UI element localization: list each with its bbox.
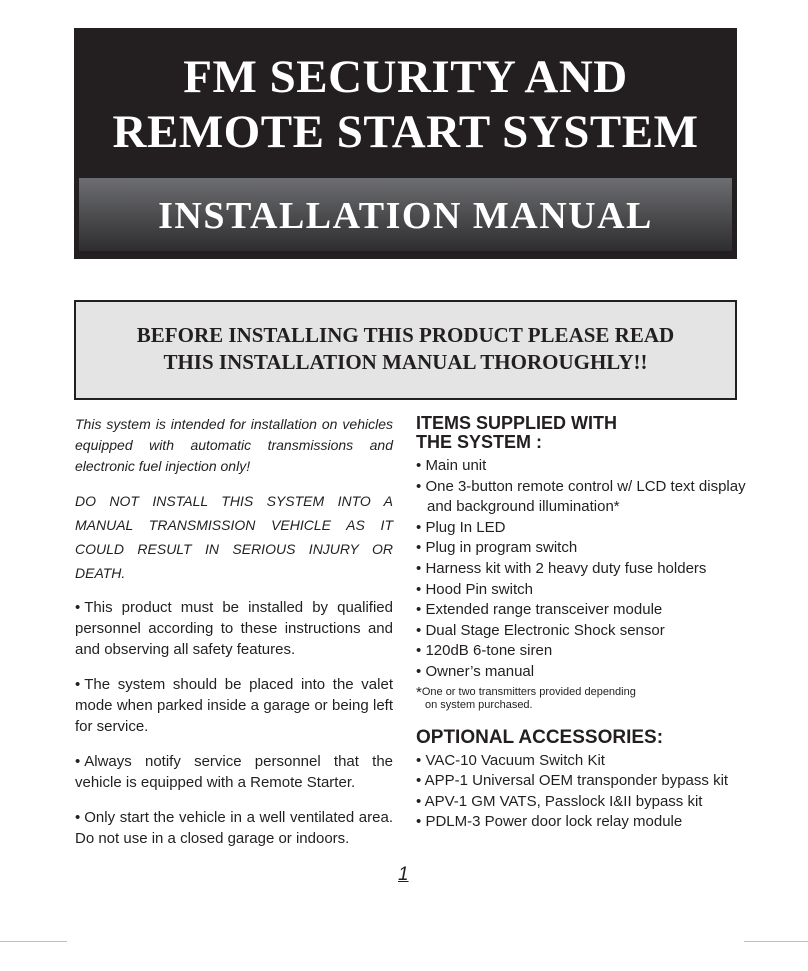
items-supplied-list <box>416 456 746 683</box>
right-column <box>416 414 746 833</box>
page-number: 1 <box>398 864 409 885</box>
list-item <box>416 600 746 621</box>
safety-bullet-text: This product must be installed by qualified personnel according to these instructions and and observing all safety features. <box>75 599 393 658</box>
item-text: APV-1 GM VATS, Passlock I&II bypass kit <box>424 792 703 810</box>
safety-bullet-text: Only start the vehicle in a well ventilated area. Do not use in a closed garage or indoors. <box>75 809 393 847</box>
intro-paragraph: This system is intended for installation on vehicles equipped with automatic transmissions and electronic fuel injection only! <box>75 416 393 474</box>
list-item <box>416 771 746 792</box>
optional-accessories-section <box>416 728 746 833</box>
bullet-dot: • <box>416 539 422 557</box>
document-subtitle: INSTALLATION MANUAL <box>158 195 653 237</box>
bullet-dot: • <box>75 599 81 616</box>
bullet-dot: • <box>75 809 81 826</box>
bullet-dot: • <box>416 642 422 660</box>
footnote <box>416 683 746 712</box>
notice-box <box>74 300 737 400</box>
title-block <box>74 28 737 259</box>
items-heading-line-1: ITEMS SUPPLIED WITH <box>416 413 618 433</box>
bullet-dot: • <box>75 753 81 770</box>
list-item <box>416 792 746 813</box>
item-text: Owner’s manual <box>425 662 535 680</box>
list-item <box>416 580 746 601</box>
items-supplied-heading <box>416 414 746 452</box>
safety-bullet-text: Always notify service personnel that the vehicle is equipped with a Remote Starter. <box>75 753 393 791</box>
bullet-dot: • <box>416 792 422 810</box>
item-text: Main unit <box>425 457 487 474</box>
items-heading-line-2: THE SYSTEM : <box>416 432 543 452</box>
list-item <box>416 538 746 559</box>
bullet-dot: • <box>416 457 422 474</box>
bullet-dot: • <box>416 621 422 639</box>
bullet-dot: • <box>416 518 422 536</box>
footnote-line-2: on system purchased. <box>425 698 533 711</box>
list-item <box>416 559 746 580</box>
title-line-1: FM SECURITY AND <box>183 51 628 103</box>
bullet-dot: • <box>416 559 422 577</box>
item-text: Extended range transceiver module <box>425 601 663 619</box>
footnote-line-1: One or two transmitters provided depending <box>421 685 636 698</box>
safety-bullet <box>75 751 393 793</box>
notice-text <box>76 322 735 376</box>
optional-accessories-list <box>416 751 746 833</box>
item-text: Plug in program switch <box>425 539 578 557</box>
safety-bullet <box>75 597 393 660</box>
item-text: 120dB 6-tone siren <box>425 642 553 660</box>
list-item <box>416 456 746 477</box>
list-item <box>416 621 746 642</box>
item-text: PDLM-3 Power door lock relay module <box>425 813 683 831</box>
item-text: VAC-10 Vacuum Switch Kit <box>425 751 605 769</box>
subtitle-bar <box>79 178 732 251</box>
item-text: Hood Pin switch <box>425 580 533 598</box>
bullet-dot: • <box>416 813 422 831</box>
left-column <box>75 414 393 863</box>
list-item <box>416 662 746 683</box>
list-item <box>416 751 746 772</box>
list-item <box>416 477 746 518</box>
item-text: Harness kit with 2 heavy duty fuse holders <box>425 559 707 577</box>
document-title <box>74 50 737 160</box>
bullet-dot: • <box>416 751 422 769</box>
footer-rule-right <box>744 941 808 942</box>
warning-paragraph: DO NOT INSTALL THIS SYSTEM INTO A MANUAL TRANSMISSION VEHICLE AS IT COULD RESULT IN SERIOUS INJURY OR DEATH. <box>75 493 393 581</box>
item-text: Dual Stage Electronic Shock sensor <box>425 621 665 639</box>
list-item <box>416 518 746 539</box>
safety-bullet-text: The system should be placed into the valet mode when parked inside a garage or being left for service. <box>75 676 393 735</box>
footer-rule-left <box>0 941 67 942</box>
item-text: One 3-button remote control w/ LCD text display and background illumination* <box>425 477 746 516</box>
bullet-dot: • <box>75 676 81 693</box>
bullet-dot: • <box>416 477 422 495</box>
title-line-2: REMOTE START SYSTEM <box>112 106 699 158</box>
bullet-dot: • <box>416 601 422 619</box>
bullet-dot: • <box>416 772 422 790</box>
safety-bullet <box>75 674 393 737</box>
list-item <box>416 641 746 662</box>
safety-bullet <box>75 807 393 849</box>
item-text: APP-1 Universal OEM transponder bypass kit <box>424 772 729 790</box>
bullet-dot: • <box>416 662 422 680</box>
optional-accessories-heading: OPTIONAL ACCESSORIES: <box>416 726 664 748</box>
list-item <box>416 812 746 833</box>
bullet-dot: • <box>416 580 422 598</box>
item-text: Plug In LED <box>425 518 506 536</box>
notice-line-2: THIS INSTALLATION MANUAL THOROUGHLY!! <box>163 350 648 374</box>
footnote-star: * <box>416 683 422 701</box>
notice-line-1: BEFORE INSTALLING THIS PRODUCT PLEASE READ <box>136 323 675 347</box>
